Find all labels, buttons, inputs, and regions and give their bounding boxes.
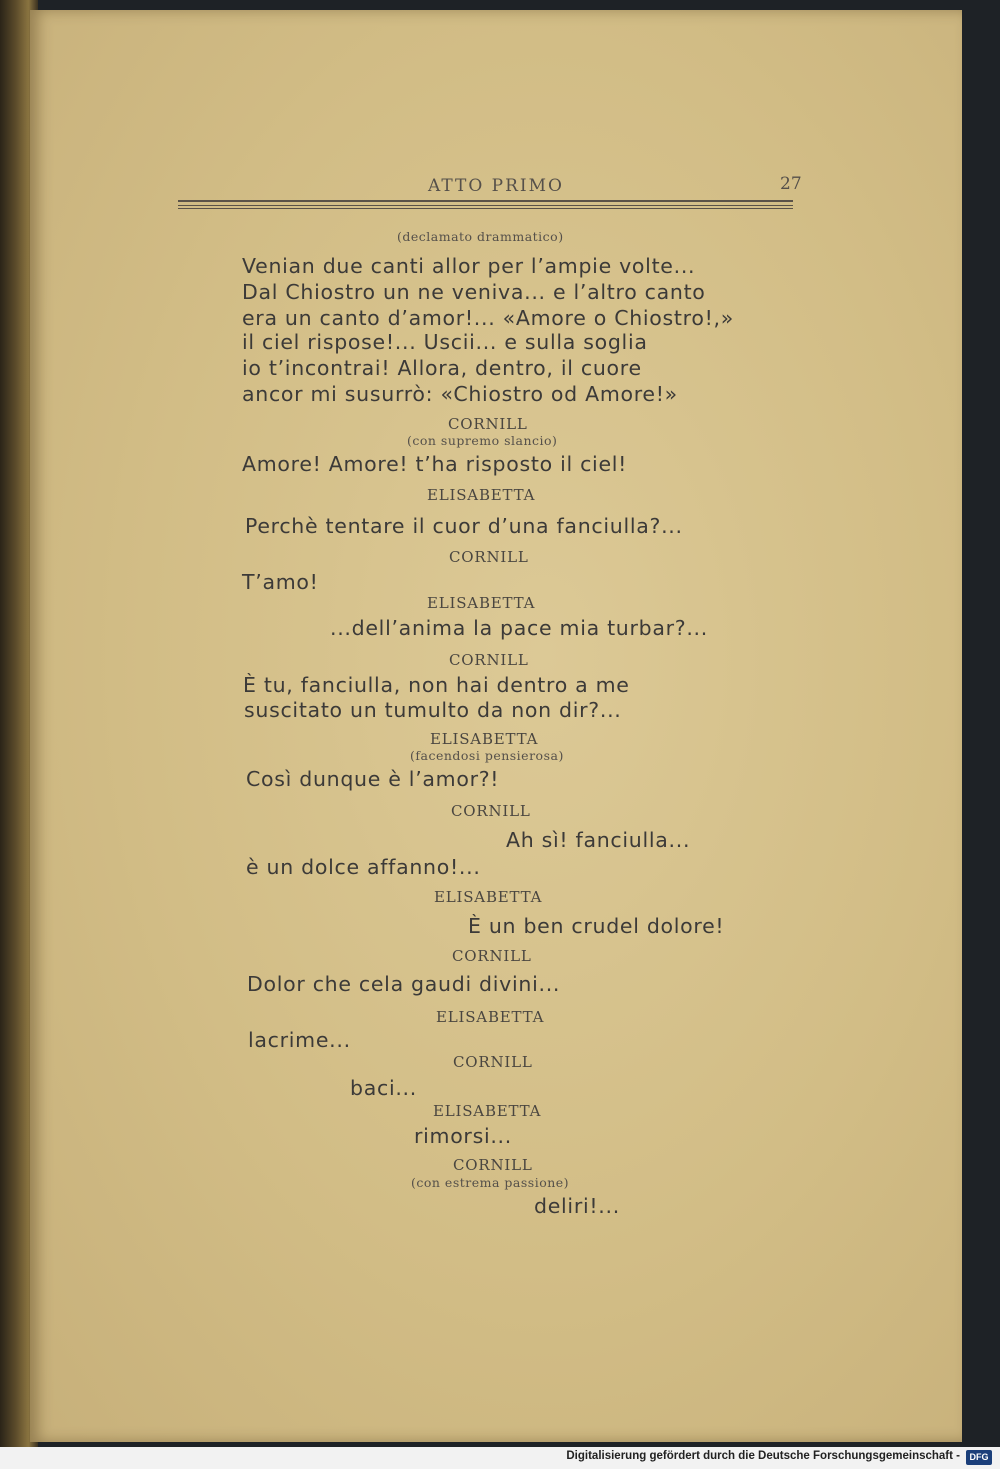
header-rule-thick bbox=[178, 200, 793, 202]
verse-line: T’amo! bbox=[242, 570, 319, 594]
verse-line: era un canto d’amor!... «Amore o Chiostro!,» bbox=[242, 306, 734, 330]
verse-line: rimorsi... bbox=[414, 1124, 512, 1148]
verse-line: È tu, fanciulla, non hai dentro a me bbox=[243, 673, 630, 697]
verse-line: Dolor che cela gaudi divini... bbox=[247, 972, 561, 996]
speaker-name: ELISABETTA bbox=[427, 594, 536, 612]
verse-line: il ciel rispose!... Uscii... e sulla soglia bbox=[242, 330, 648, 354]
speaker-name: CORNILL bbox=[453, 1156, 533, 1174]
header-rule-thin bbox=[178, 205, 793, 206]
verse-line: È un ben crudel dolore! bbox=[468, 914, 725, 938]
verse-line: ancor mi susurrò: «Chiostro od Amore!» bbox=[242, 382, 678, 406]
stage-direction: (con supremo slancio) bbox=[407, 433, 558, 448]
speaker-name: CORNILL bbox=[448, 415, 528, 433]
verse-line: è un dolce affanno!... bbox=[246, 855, 481, 879]
speaker-name: CORNILL bbox=[449, 548, 529, 566]
verse-line: Perchè tentare il cuor d’una fanciulla?... bbox=[245, 514, 683, 538]
funding-credit: Digitalisierung gefördert durch die Deutsche Forschungsgemeinschaft - bbox=[566, 1450, 960, 1462]
speaker-name: ELISABETTA bbox=[427, 486, 536, 504]
verse-line: Dal Chiostro un ne veniva... e l’altro canto bbox=[242, 280, 706, 304]
speaker-name: CORNILL bbox=[449, 651, 529, 669]
speaker-name: ELISABETTA bbox=[436, 1008, 545, 1026]
verse-line: Così dunque è l’amor?! bbox=[246, 767, 500, 791]
speaker-name: ELISABETTA bbox=[430, 730, 539, 748]
stage-direction: (declamato drammatico) bbox=[397, 229, 564, 244]
stage-direction: (con estrema passione) bbox=[411, 1175, 570, 1190]
stage-direction: (facendosi pensierosa) bbox=[410, 748, 564, 763]
book-page bbox=[30, 10, 962, 1442]
dfg-logo: DFG bbox=[966, 1450, 992, 1465]
page-number: 27 bbox=[780, 174, 802, 194]
verse-line: baci... bbox=[350, 1076, 417, 1100]
speaker-name: CORNILL bbox=[451, 802, 531, 820]
verse-line: Ah sì! fanciulla... bbox=[506, 828, 691, 852]
verse-line: suscitato un tumulto da non dir?... bbox=[244, 698, 622, 722]
speaker-name: ELISABETTA bbox=[434, 888, 543, 906]
speaker-name: ELISABETTA bbox=[433, 1102, 542, 1120]
running-title: ATTO PRIMO bbox=[428, 176, 564, 196]
verse-line: Amore! Amore! t’ha risposto il ciel! bbox=[242, 452, 628, 476]
speaker-name: CORNILL bbox=[452, 947, 532, 965]
header-rule-thin-2 bbox=[178, 208, 793, 209]
verse-line: io t’incontrai! Allora, dentro, il cuore bbox=[242, 356, 642, 380]
verse-line: deliri!... bbox=[534, 1194, 620, 1218]
verse-line: Venian due canti allor per l’ampie volte... bbox=[242, 254, 696, 278]
verse-line: ...dell’anima la pace mia turbar?... bbox=[330, 616, 708, 640]
verse-line: lacrime... bbox=[248, 1028, 351, 1052]
speaker-name: CORNILL bbox=[453, 1053, 533, 1071]
footer-bar bbox=[0, 1447, 1000, 1469]
